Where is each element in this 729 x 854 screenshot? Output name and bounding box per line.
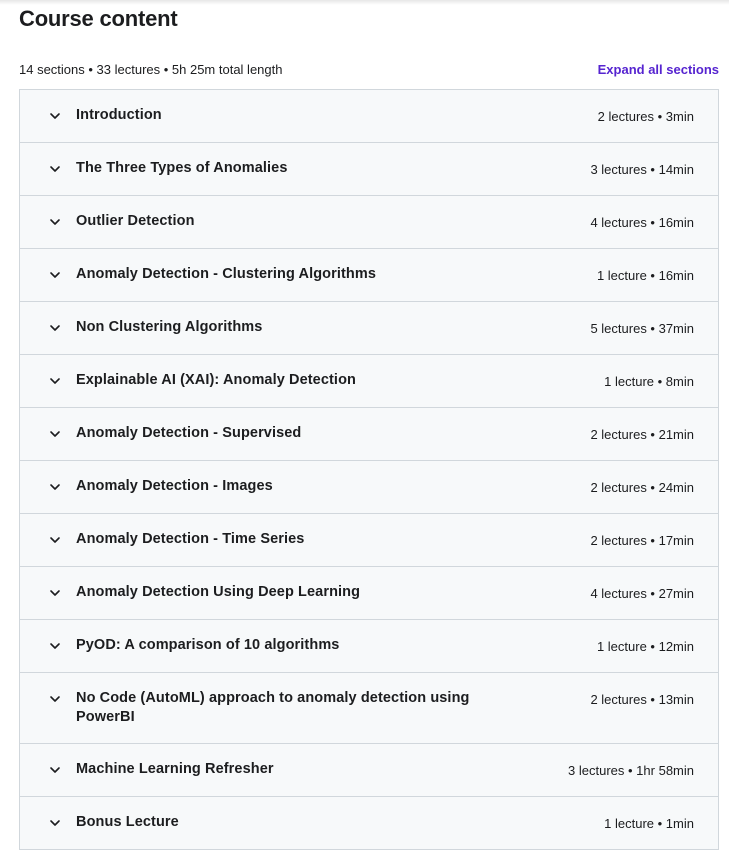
section-meta: 2 lectures • 24min: [590, 480, 694, 495]
section-meta: 2 lectures • 21min: [590, 427, 694, 442]
chevron-down-icon: [48, 763, 62, 777]
section-title: Introduction: [76, 107, 162, 123]
section-row[interactable]: [20, 143, 718, 196]
section-title: No Code (AutoML) approach to anomaly detection using PowerBI: [76, 690, 470, 725]
page-title: Course content: [19, 6, 178, 31]
section-meta: 5 lectures • 37min: [590, 321, 694, 336]
section-title: Anomaly Detection - Time Series: [76, 531, 305, 547]
chevron-down-icon: [48, 109, 62, 123]
chevron-down-icon: [48, 480, 62, 494]
chevron-down-icon: [48, 586, 62, 600]
section-row[interactable]: [20, 90, 718, 143]
section-title: Bonus Lecture: [76, 814, 179, 830]
expand-all-sections-button[interactable]: Expand all sections: [598, 60, 719, 80]
chevron-down-icon: [48, 692, 62, 706]
section-meta: 1 lecture • 16min: [596, 268, 694, 283]
section-list: [19, 89, 719, 850]
section-row[interactable]: [20, 744, 718, 797]
section-meta: 1 lecture • 12min: [596, 639, 694, 654]
chevron-down-icon: [48, 268, 62, 282]
section-title: Anomaly Detection Using Deep Learning: [76, 584, 361, 600]
section-meta: 2 lectures • 17min: [590, 533, 694, 548]
chevron-down-icon: [48, 639, 62, 653]
section-row[interactable]: [20, 673, 718, 744]
section-row[interactable]: [20, 461, 718, 514]
section-meta: 2 lectures • 3min: [597, 109, 694, 124]
section-row[interactable]: [20, 302, 718, 355]
section-title: PyOD: A comparison of 10 algorithms: [76, 637, 340, 653]
section-title: Anomaly Detection - Images: [76, 478, 273, 494]
section-meta: 3 lectures • 1hr 58min: [568, 763, 694, 778]
section-row[interactable]: [20, 797, 718, 850]
chevron-down-icon: [48, 215, 62, 229]
chevron-down-icon: [48, 533, 62, 547]
chevron-down-icon: [48, 374, 62, 388]
section-title: The Three Types of Anomalies: [76, 160, 288, 176]
section-row[interactable]: [20, 355, 718, 408]
section-meta: 1 lecture • 1min: [604, 816, 694, 831]
chevron-down-icon: [48, 816, 62, 830]
course-meta-row: [19, 60, 719, 80]
section-row[interactable]: [20, 567, 718, 620]
section-row[interactable]: [20, 249, 718, 302]
section-title: Non Clustering Algorithms: [76, 319, 263, 335]
section-meta: 4 lectures • 16min: [590, 215, 694, 230]
course-summary: 14 sections • 33 lectures • 5h 25m total length: [19, 62, 283, 77]
section-meta: 4 lectures • 27min: [590, 586, 694, 601]
section-row[interactable]: [20, 620, 718, 673]
section-row[interactable]: [20, 196, 718, 249]
chevron-down-icon: [48, 162, 62, 176]
section-title: Anomaly Detection - Supervised: [76, 425, 302, 441]
chevron-down-icon: [48, 321, 62, 335]
section-meta: 2 lectures • 13min: [590, 692, 694, 707]
section-row[interactable]: [20, 408, 718, 461]
section-row[interactable]: [20, 514, 718, 567]
section-title: Outlier Detection: [76, 213, 195, 229]
section-meta: 1 lecture • 8min: [604, 374, 694, 389]
section-title: Anomaly Detection - Clustering Algorithms: [76, 266, 377, 282]
section-meta: 3 lectures • 14min: [590, 162, 694, 177]
section-title: Explainable AI (XAI): Anomaly Detection: [76, 372, 356, 388]
section-title: Machine Learning Refresher: [76, 761, 274, 777]
chevron-down-icon: [48, 427, 62, 441]
